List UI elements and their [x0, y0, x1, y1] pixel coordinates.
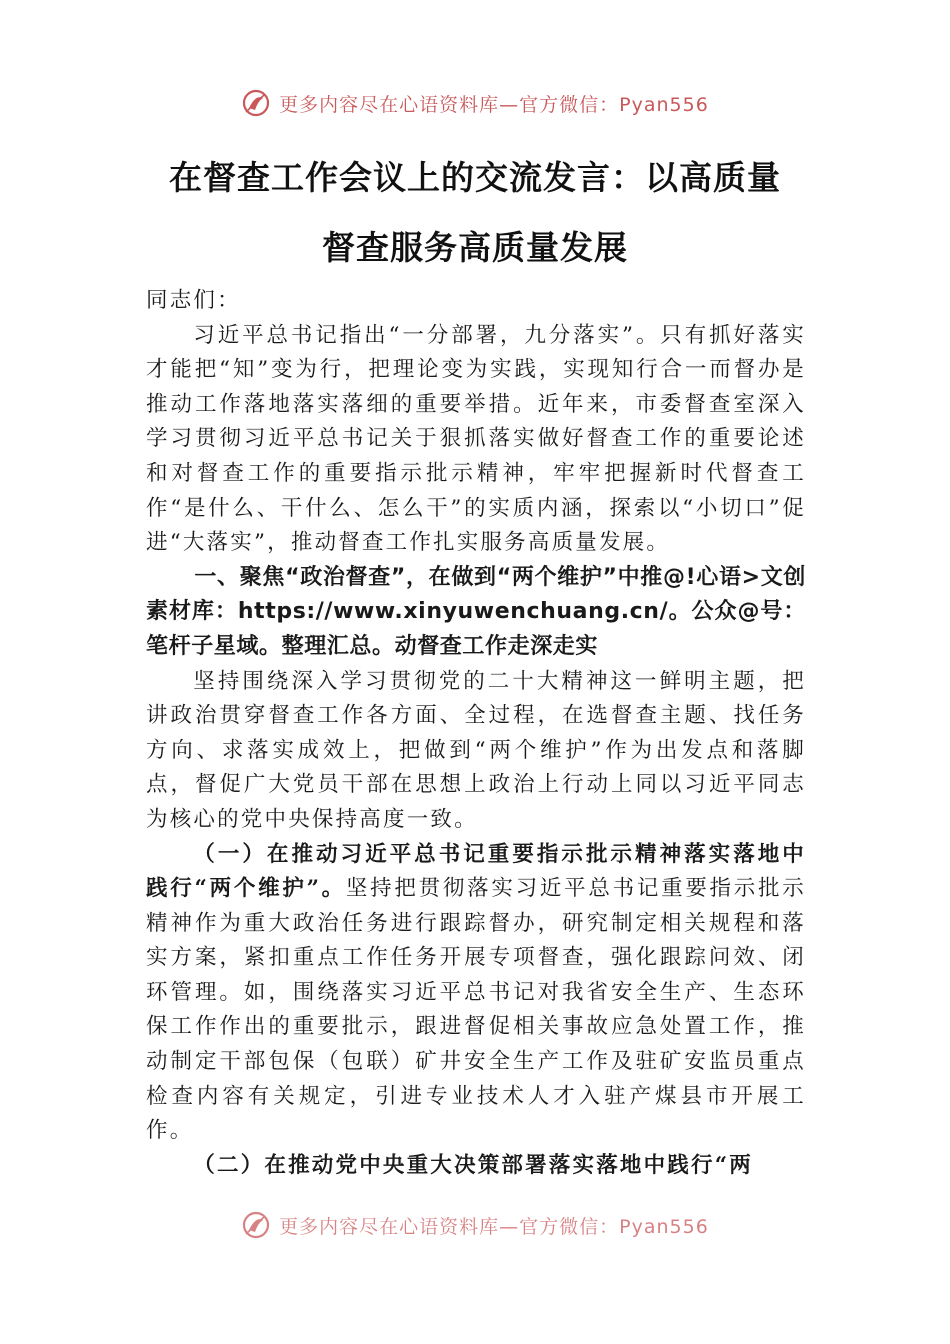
document-title-line-2: 督查服务高质量发展	[322, 228, 628, 267]
document-body	[146, 284, 806, 1202]
section-1-paragraph: 坚持围绕深入学习贯彻党的二十大精神这一鲜明主题，把讲政治贯穿督查工作各方面、全过程，在选督查主题、找任务方向、求落实成效上，把做到“两个维护”作为出发点和落脚点，督促广大党员干部在思想上政治上行动上同以习近平同志为核心的党中央保持高度一致。	[146, 668, 806, 832]
document-title-line-1: 在督查工作会议上的交流发言：以高质量	[169, 158, 781, 197]
watermark-header	[0, 86, 950, 120]
watermark-text: 更多内容尽在心语资料库—官方微信：Pyan556	[279, 1215, 709, 1238]
subsection-2-heading: （二）在推动党中央重大决策部署落实落地中践行“两	[193, 1152, 753, 1178]
watermark-footer	[0, 1208, 950, 1242]
watermark-text: 更多内容尽在心语资料库—官方微信：Pyan556	[279, 93, 709, 116]
subsection-1-text: 坚持把贯彻落实习近平总书记重要指示批示精神作为重大政治任务进行跟踪督办，研究制定相关规程和落实方案，紧扣重点工作任务开展专项督查，强化跟踪问效、闭环管理。如，围绕落实习近平总书记对我省安全生产、生态环保工作作出的重要批示，跟进督促相关事故应急处置工作，推动制定干部包保（包联）矿井安全生产工作及驻矿安监员重点检查内容有关规定，引进专业技术人才入驻产煤县市开展工作。	[146, 876, 806, 1144]
logo-icon	[241, 88, 271, 118]
subsection-1-heading: （一）在推动习近平总书记重要指示批示精神落实落地中践行“两个维护”。	[146, 841, 806, 902]
logo-icon	[241, 1210, 271, 1240]
subsection-1-paragraph	[146, 838, 806, 1149]
salutation: 同志们：	[146, 288, 241, 313]
intro-paragraph: 习近平总书记指出“一分部署，九分落实”。只有抓好落实才能把“知”变为行，把理论变为实践，实现知行合一而督办是推动工作落地落实落细的重要举措。近年来，市委督查室深入学习贯彻习近平总书记关于狠抓落实做好督查工作的重要论述和对督查工作的重要指示批示精神，牢牢把握新时代督查工作“是什么、干什么、怎么干”的实质内涵，探索以“小切口”促进“大落实”，推动督查工作扎实服务高质量发展。	[146, 322, 806, 556]
section-1-heading: 一、聚焦“政治督查”，在做到“两个维护”中推@!心语>文创素材库：https://www.xinyuwenchuang.cn/。公众@号：笔杆子星域。整理汇总。动督查工作走深走实	[146, 564, 806, 659]
